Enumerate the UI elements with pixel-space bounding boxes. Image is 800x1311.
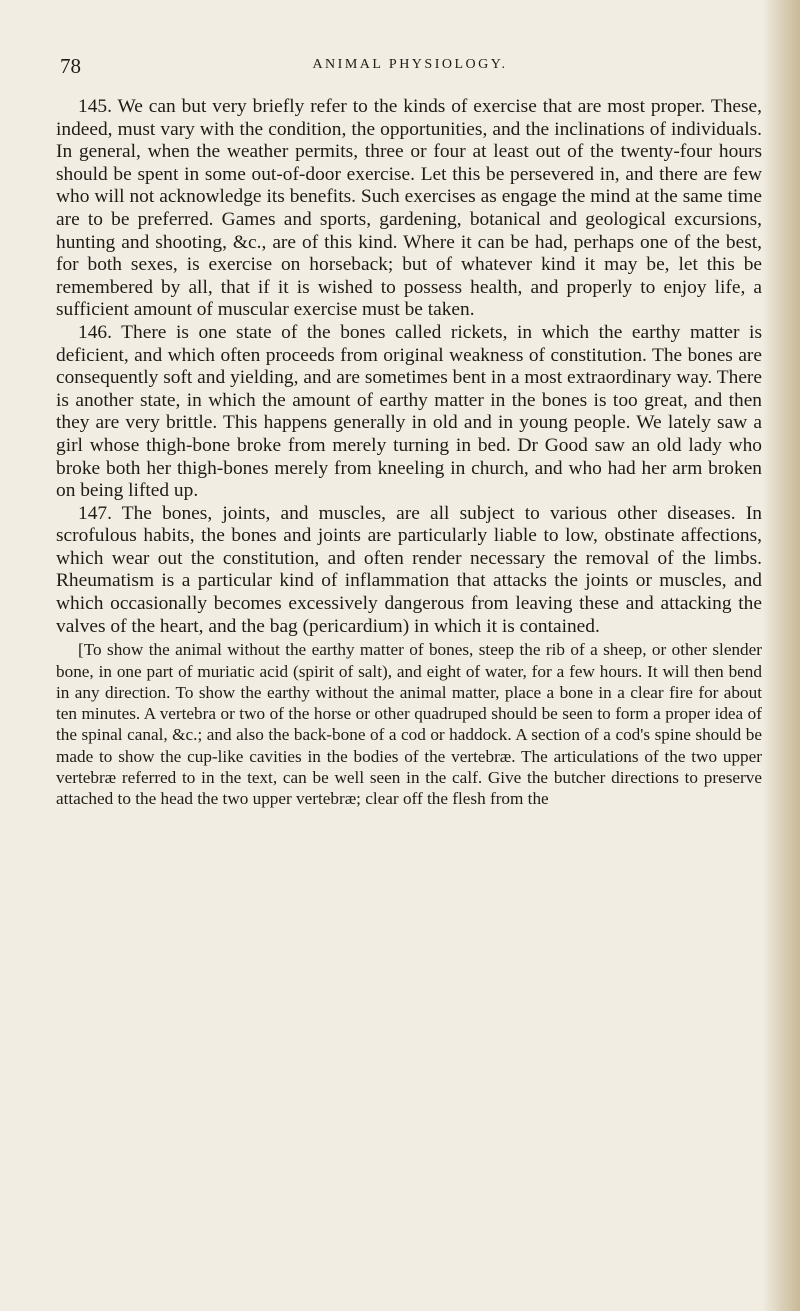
paragraph-145: 145. We can but very briefly refer to the kinds of exercise that are most proper. These, indeed, must vary with the condition, the opportunities, and the inclinations of individuals. In general, when the weather permits, three or four at least out of the twenty-four hours should be spent in some out-of-door exercise. Let this be persevered in, and there are few who will not acknowledge its benefits. Such exercises as engage the mind at the same time are to be preferred. Games and sports, gardening, botanical and geological excursions, hunting and shooting, &c., are of this kind. Where it can be had, perhaps one of the best, for both sexes, is exercise on horseback; but of whatever kind it may be, let this be remembered by all, that if it is wished to possess health, and properly to enjoy life, a sufficient amount of muscular exercise must be taken. [56,96,762,321]
body-text [56,96,762,810]
paragraph-147: 147. The bones, joints, and muscles, are all subject to various other diseases. In scrofulous habits, the bones and joints are particularly liable to low, obstinate affections, which wear out the constitution, and often render necessary the removal of the limbs. Rheumatism is a particular kind of inflammation that attacks the joints or muscles, and which occasionally becomes excessively dangerous from leaving these and attacking the valves of the heart, and the bag (pericardium) in which it is contained. [56,502,762,637]
experiment-note: [To show the animal without the earthy matter of bones, steep the rib of a sheep, or other slender bone, in one part of muriatic acid (spirit of salt), and eight of water, for a few hours. It will then bend in any direction. To show the earthy without the animal matter, place a bone in a clear fire for about ten minutes. A vertebra or two of the horse or other quadruped should be seen to form a proper idea of the spinal canal, &c.; and also the back-bone of a cod or haddock. A section of a cod's spine should be made to show the cup-like cavities in the bodies of the vertebræ. The articulations of the two upper vertebræ referred to in the text, can be well seen in the calf. Give the butcher directions to preserve attached to the head the two upper vertebræ; clear off the flesh from the [56,640,762,809]
paragraph-146: 146. There is one state of the bones called rickets, in which the earthy matter is deficient, and which often proceeds from original weakness of constitution. The bones are consequently soft and yielding, and are sometimes bent in a most extraordinary way. There is another state, in which the amount of earthy matter in the bones is too great, and then they are very brittle. This happens generally in old and in young people. We lately saw a girl whose thigh-bone broke from merely turning in bed. Dr Good saw an old lady who broke both her thigh-bones merely from kneeling in church, and who had her arm broken on being lifted up. [56,321,762,502]
running-head: ANIMAL PHYSIOLOGY. [312,57,508,72]
page-header [60,54,760,82]
page-edge [762,0,800,1311]
page-number: 78 [60,54,81,78]
